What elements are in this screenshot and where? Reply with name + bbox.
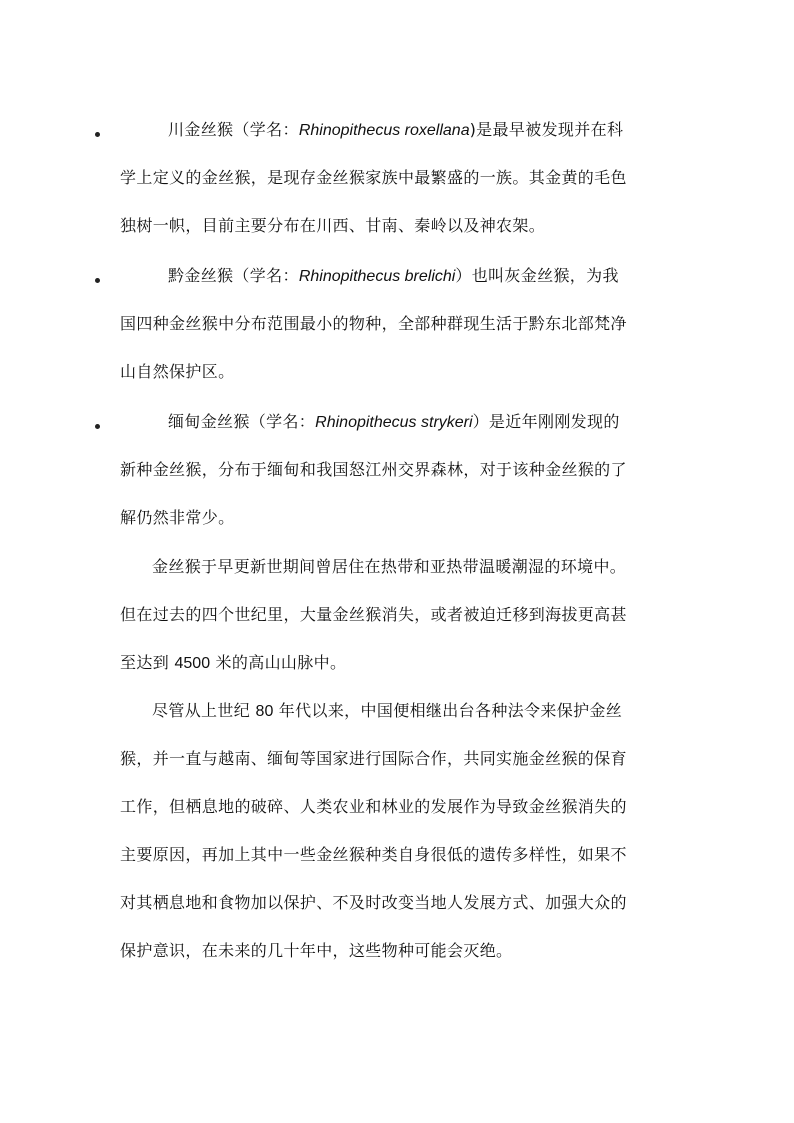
paragraph-2-line-2 (120, 747, 627, 771)
scientific-name: Rhinopithecus roxellana (298, 122, 470, 139)
paragraph-text: 工作，但栖息地的破碎、人类农业和林业的发展作为导致金丝猴消失的 (120, 797, 627, 816)
bullet-text: ）也叫灰金丝猴，为我 (455, 266, 619, 285)
bullet-text: 解仍然非常少。 (120, 508, 235, 527)
scientific-name: Rhinopithecus strykeri (315, 414, 473, 431)
bullet-dot (95, 132, 100, 137)
paragraph-1-line-2 (120, 603, 627, 627)
bullet-text: 川金丝猴（学名： (168, 120, 299, 139)
bullet-line (168, 264, 619, 289)
bullet-line (120, 360, 234, 384)
decade-number: 80 (255, 703, 274, 720)
paragraph-1-line-3 (120, 651, 346, 676)
bullet-line (168, 410, 620, 435)
paragraph-1-line-1 (152, 555, 626, 579)
paragraph-text: 尽管从上世纪 (152, 701, 256, 720)
bullet-text: ）是近年刚刚发现的 (472, 412, 620, 431)
paragraph-text: 年代以来，中国便相继出台各种法令来保护金丝 (273, 701, 623, 720)
paragraph-2-line-3 (120, 795, 627, 819)
bullet-line (168, 118, 623, 143)
bullet-text: )是最早被发现并在科 (469, 120, 624, 139)
paragraph-2-line-6 (120, 939, 512, 963)
bullet-line (120, 506, 234, 530)
paragraph-text: 米的高山山脉中。 (210, 653, 347, 672)
bullet-line (120, 166, 627, 190)
bullet-text: 山自然保护区。 (120, 362, 235, 381)
paragraph-text: 主要原因，再加上其中一些金丝猴种类自身很低的遗传多样性，如果不 (120, 845, 627, 864)
bullet-dot (95, 278, 100, 283)
bullet-dot (95, 424, 100, 429)
bullet-text: 独树一帜，目前主要分布在川西、甘南、秦岭以及神农架。 (120, 216, 546, 235)
paragraph-2-line-5 (120, 891, 627, 915)
scientific-name: Rhinopithecus brelichi (298, 268, 456, 285)
paragraph-2-line-1 (152, 699, 622, 724)
bullet-line (120, 214, 545, 238)
bullet-text: 缅甸金丝猴（学名： (168, 412, 316, 431)
bullet-line (120, 458, 627, 482)
paragraph-text: 金丝猴于早更新世期间曾居住在热带和亚热带温暖潮湿的环境中。 (152, 557, 627, 576)
bullet-text: 国四种金丝猴中分布范围最小的物种，全部种群现生活于黔东北部梵净 (120, 314, 627, 333)
paragraph-text: 对其栖息地和食物加以保护、不及时改变当地人发展方式、加强大众的 (120, 893, 627, 912)
altitude-number: 4500 (174, 655, 211, 672)
bullet-text: 黔金丝猴（学名： (168, 266, 299, 285)
paragraph-2-line-4 (120, 843, 627, 867)
bullet-text: 学上定义的金丝猴，是现存金丝猴家族中最繁盛的一族。其金黄的毛色 (120, 168, 627, 187)
bullet-text: 新种金丝猴，分布于缅甸和我国怒江州交界森林，对于该种金丝猴的了 (120, 460, 627, 479)
paragraph-text: 至达到 (120, 653, 175, 672)
paragraph-text: 保护意识，在未来的几十年中，这些物种可能会灭绝。 (120, 941, 513, 960)
paragraph-text: 但在过去的四个世纪里，大量金丝猴消失，或者被迫迁移到海拔更高甚 (120, 605, 627, 624)
paragraph-text: 猴，并一直与越南、缅甸等国家进行国际合作，共同实施金丝猴的保育 (120, 749, 627, 768)
bullet-line (120, 312, 627, 336)
